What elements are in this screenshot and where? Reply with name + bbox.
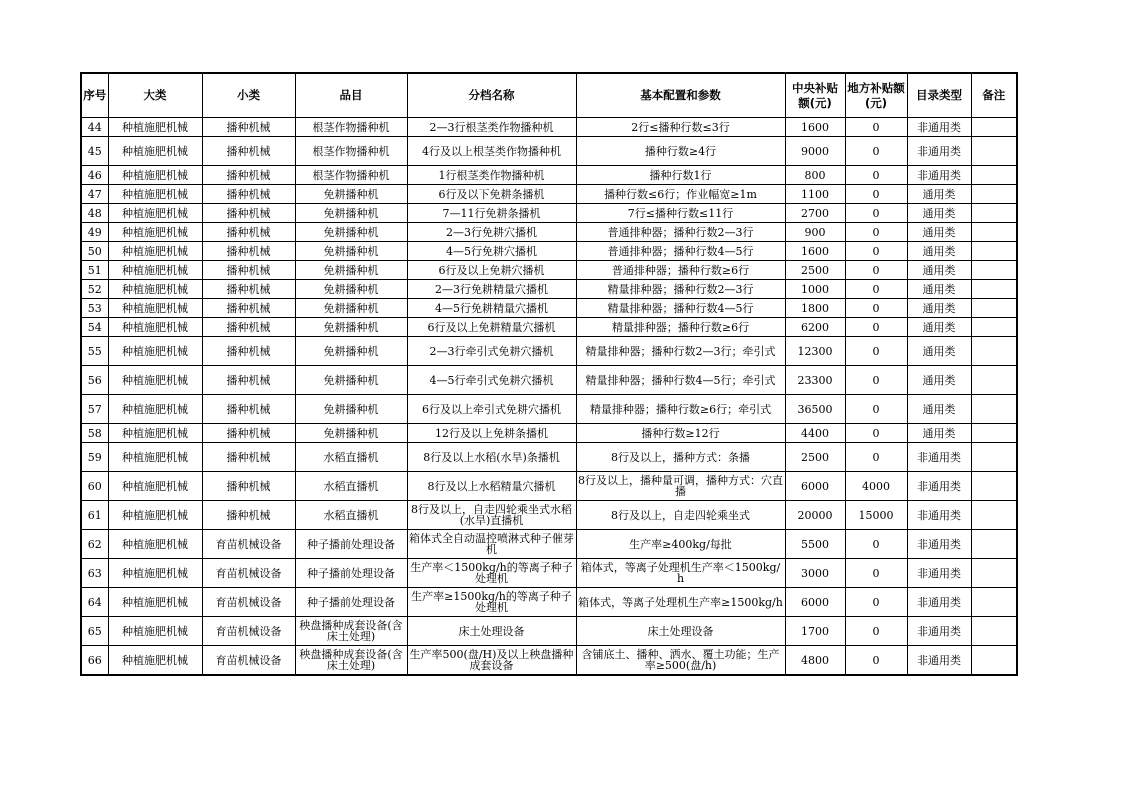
cell-remark (971, 501, 1017, 530)
cell-catalog-type: 通用类 (907, 204, 971, 223)
table-row (81, 280, 1017, 299)
cell-index: 48 (81, 204, 108, 223)
cell-category: 种植施肥机械 (108, 366, 202, 395)
cell-config: 生产率≥400kg/每批 (576, 530, 785, 559)
cell-remark (971, 185, 1017, 204)
cell-subcategory: 播种机械 (202, 118, 295, 137)
cell-local-subsidy: 0 (845, 242, 907, 261)
subsidy-table (80, 72, 1018, 676)
cell-index: 45 (81, 137, 108, 166)
cell-remark (971, 443, 1017, 472)
cell-subcategory: 播种机械 (202, 501, 295, 530)
cell-grade-name: 2—3行免耕精量穴播机 (407, 280, 576, 299)
cell-index: 64 (81, 588, 108, 617)
cell-central-subsidy: 1000 (785, 280, 845, 299)
cell-catalog-type: 通用类 (907, 185, 971, 204)
cell-index: 56 (81, 366, 108, 395)
cell-central-subsidy: 2500 (785, 443, 845, 472)
cell-index: 52 (81, 280, 108, 299)
cell-local-subsidy: 0 (845, 137, 907, 166)
cell-grade-name: 生产率＜1500kg/h的等离子种子处理机 (407, 559, 576, 588)
cell-index: 49 (81, 223, 108, 242)
cell-subcategory: 播种机械 (202, 366, 295, 395)
cell-local-subsidy: 0 (845, 118, 907, 137)
cell-item: 免耕播种机 (295, 318, 407, 337)
cell-category: 种植施肥机械 (108, 501, 202, 530)
cell-category: 种植施肥机械 (108, 280, 202, 299)
cell-remark (971, 261, 1017, 280)
header-grade-name: 分档名称 (407, 73, 576, 118)
cell-grade-name: 4—5行免耕穴播机 (407, 242, 576, 261)
cell-remark (971, 366, 1017, 395)
cell-catalog-type: 非通用类 (907, 472, 971, 501)
cell-item: 种子播前处理设备 (295, 559, 407, 588)
cell-subcategory: 播种机械 (202, 395, 295, 424)
cell-grade-name: 7—11行免耕条播机 (407, 204, 576, 223)
cell-item: 种子播前处理设备 (295, 588, 407, 617)
cell-remark (971, 646, 1017, 676)
cell-item: 免耕播种机 (295, 185, 407, 204)
cell-remark (971, 337, 1017, 366)
cell-local-subsidy: 0 (845, 395, 907, 424)
cell-category: 种植施肥机械 (108, 261, 202, 280)
cell-central-subsidy: 9000 (785, 137, 845, 166)
cell-central-subsidy: 5500 (785, 530, 845, 559)
cell-config: 精量排种器；播种行数4—5行 (576, 299, 785, 318)
table-row (81, 166, 1017, 185)
cell-item: 种子播前处理设备 (295, 530, 407, 559)
cell-catalog-type: 通用类 (907, 299, 971, 318)
cell-grade-name: 6行及以下免耕条播机 (407, 185, 576, 204)
cell-local-subsidy: 0 (845, 166, 907, 185)
cell-central-subsidy: 12300 (785, 337, 845, 366)
cell-config: 7行≤播种行数≤11行 (576, 204, 785, 223)
cell-remark (971, 166, 1017, 185)
cell-remark (971, 299, 1017, 318)
cell-catalog-type: 通用类 (907, 223, 971, 242)
table-row (81, 318, 1017, 337)
cell-central-subsidy: 4800 (785, 646, 845, 676)
cell-index: 51 (81, 261, 108, 280)
cell-subcategory: 育苗机械设备 (202, 559, 295, 588)
cell-grade-name: 8行及以上水稻精量穴播机 (407, 472, 576, 501)
cell-central-subsidy: 23300 (785, 366, 845, 395)
cell-central-subsidy: 2500 (785, 261, 845, 280)
cell-grade-name: 4—5行牵引式免耕穴播机 (407, 366, 576, 395)
cell-item: 免耕播种机 (295, 337, 407, 366)
cell-grade-name: 12行及以上免耕条播机 (407, 424, 576, 443)
cell-local-subsidy: 0 (845, 185, 907, 204)
cell-category: 种植施肥机械 (108, 646, 202, 676)
cell-item: 水稻直播机 (295, 443, 407, 472)
cell-item: 根茎作物播种机 (295, 118, 407, 137)
cell-category: 种植施肥机械 (108, 395, 202, 424)
table-row (81, 472, 1017, 501)
cell-remark (971, 223, 1017, 242)
cell-index: 61 (81, 501, 108, 530)
cell-subcategory: 播种机械 (202, 318, 295, 337)
cell-central-subsidy: 6200 (785, 318, 845, 337)
cell-config: 含铺底土、播种、洒水、覆土功能；生产率≥500(盘/h) (576, 646, 785, 676)
cell-catalog-type: 通用类 (907, 424, 971, 443)
cell-config: 播种行数≥4行 (576, 137, 785, 166)
table-row (81, 185, 1017, 204)
cell-index: 57 (81, 395, 108, 424)
header-central-subsidy: 中央补贴额(元) (785, 73, 845, 118)
cell-catalog-type: 通用类 (907, 366, 971, 395)
cell-index: 63 (81, 559, 108, 588)
cell-remark (971, 242, 1017, 261)
cell-grade-name: 床土处理设备 (407, 617, 576, 646)
cell-catalog-type: 非通用类 (907, 166, 971, 185)
cell-category: 种植施肥机械 (108, 530, 202, 559)
cell-local-subsidy: 0 (845, 530, 907, 559)
cell-catalog-type: 非通用类 (907, 443, 971, 472)
cell-local-subsidy: 0 (845, 443, 907, 472)
cell-remark (971, 559, 1017, 588)
cell-central-subsidy: 800 (785, 166, 845, 185)
cell-item: 免耕播种机 (295, 204, 407, 223)
cell-category: 种植施肥机械 (108, 318, 202, 337)
cell-item: 根茎作物播种机 (295, 166, 407, 185)
cell-grade-name: 2—3行根茎类作物播种机 (407, 118, 576, 137)
cell-central-subsidy: 3000 (785, 559, 845, 588)
cell-index: 44 (81, 118, 108, 137)
cell-catalog-type: 通用类 (907, 395, 971, 424)
cell-index: 66 (81, 646, 108, 676)
header-item: 品目 (295, 73, 407, 118)
cell-category: 种植施肥机械 (108, 118, 202, 137)
cell-central-subsidy: 20000 (785, 501, 845, 530)
cell-local-subsidy: 0 (845, 617, 907, 646)
cell-catalog-type: 非通用类 (907, 118, 971, 137)
cell-remark (971, 318, 1017, 337)
cell-subcategory: 播种机械 (202, 424, 295, 443)
cell-local-subsidy: 0 (845, 646, 907, 676)
cell-local-subsidy: 0 (845, 588, 907, 617)
cell-item: 免耕播种机 (295, 366, 407, 395)
header-remark: 备注 (971, 73, 1017, 118)
cell-subcategory: 播种机械 (202, 472, 295, 501)
table-row (81, 530, 1017, 559)
cell-local-subsidy: 0 (845, 337, 907, 366)
cell-config: 播种行数1行 (576, 166, 785, 185)
cell-grade-name: 6行及以上免耕精量穴播机 (407, 318, 576, 337)
cell-grade-name: 4—5行免耕精量穴播机 (407, 299, 576, 318)
cell-catalog-type: 非通用类 (907, 617, 971, 646)
cell-catalog-type: 通用类 (907, 242, 971, 261)
cell-category: 种植施肥机械 (108, 472, 202, 501)
cell-config: 8行及以上，播种方式：条播 (576, 443, 785, 472)
cell-item: 免耕播种机 (295, 395, 407, 424)
cell-subcategory: 播种机械 (202, 280, 295, 299)
cell-config: 精量排种器；播种行数≥6行；牵引式 (576, 395, 785, 424)
header-catalog-type: 目录类型 (907, 73, 971, 118)
cell-index: 59 (81, 443, 108, 472)
cell-remark (971, 118, 1017, 137)
cell-item: 免耕播种机 (295, 261, 407, 280)
cell-category: 种植施肥机械 (108, 185, 202, 204)
cell-index: 50 (81, 242, 108, 261)
cell-config: 箱体式，等离子处理机生产率≥1500kg/h (576, 588, 785, 617)
header-subcategory: 小类 (202, 73, 295, 118)
cell-grade-name: 6行及以上免耕穴播机 (407, 261, 576, 280)
cell-index: 47 (81, 185, 108, 204)
cell-category: 种植施肥机械 (108, 617, 202, 646)
cell-category: 种植施肥机械 (108, 223, 202, 242)
cell-subcategory: 播种机械 (202, 185, 295, 204)
table-row (81, 242, 1017, 261)
table-row (81, 118, 1017, 137)
cell-category: 种植施肥机械 (108, 443, 202, 472)
cell-category: 种植施肥机械 (108, 204, 202, 223)
table-row (81, 299, 1017, 318)
cell-catalog-type: 非通用类 (907, 530, 971, 559)
cell-central-subsidy: 1100 (785, 185, 845, 204)
cell-central-subsidy: 36500 (785, 395, 845, 424)
cell-remark (971, 137, 1017, 166)
cell-config: 2行≤播种行数≤3行 (576, 118, 785, 137)
cell-category: 种植施肥机械 (108, 299, 202, 318)
cell-index: 46 (81, 166, 108, 185)
cell-central-subsidy: 4400 (785, 424, 845, 443)
table-row (81, 617, 1017, 646)
cell-central-subsidy: 6000 (785, 472, 845, 501)
cell-local-subsidy: 15000 (845, 501, 907, 530)
table-row (81, 223, 1017, 242)
cell-central-subsidy: 1600 (785, 242, 845, 261)
cell-item: 免耕播种机 (295, 424, 407, 443)
cell-item: 免耕播种机 (295, 280, 407, 299)
cell-central-subsidy: 900 (785, 223, 845, 242)
cell-config: 箱体式，等离子处理机生产率＜1500kg/h (576, 559, 785, 588)
cell-subcategory: 播种机械 (202, 443, 295, 472)
cell-remark (971, 472, 1017, 501)
cell-remark (971, 530, 1017, 559)
cell-catalog-type: 通用类 (907, 318, 971, 337)
cell-config: 精量排种器；播种行数≥6行 (576, 318, 785, 337)
cell-catalog-type: 非通用类 (907, 559, 971, 588)
cell-subcategory: 育苗机械设备 (202, 646, 295, 676)
cell-catalog-type: 非通用类 (907, 137, 971, 166)
cell-local-subsidy: 0 (845, 223, 907, 242)
cell-grade-name: 8行及以上水稻(水旱)条播机 (407, 443, 576, 472)
cell-category: 种植施肥机械 (108, 242, 202, 261)
cell-catalog-type: 通用类 (907, 280, 971, 299)
cell-config: 精量排种器；播种行数4—5行；牵引式 (576, 366, 785, 395)
cell-subcategory: 播种机械 (202, 337, 295, 366)
cell-index: 58 (81, 424, 108, 443)
cell-grade-name: 2—3行牵引式免耕穴播机 (407, 337, 576, 366)
cell-grade-name: 6行及以上牵引式免耕穴播机 (407, 395, 576, 424)
header-row (81, 73, 1017, 118)
cell-config: 精量排种器；播种行数2—3行；牵引式 (576, 337, 785, 366)
cell-config: 普通排种器；播种行数≥6行 (576, 261, 785, 280)
cell-item: 水稻直播机 (295, 501, 407, 530)
cell-grade-name: 8行及以上，自走四轮乘坐式水稻(水旱)直播机 (407, 501, 576, 530)
cell-subcategory: 播种机械 (202, 137, 295, 166)
table-row (81, 443, 1017, 472)
cell-item: 秧盘播种成套设备(含床土处理) (295, 646, 407, 676)
cell-local-subsidy: 0 (845, 299, 907, 318)
cell-category: 种植施肥机械 (108, 337, 202, 366)
table-row (81, 395, 1017, 424)
cell-category: 种植施肥机械 (108, 424, 202, 443)
cell-config: 床土处理设备 (576, 617, 785, 646)
cell-subcategory: 育苗机械设备 (202, 588, 295, 617)
cell-config: 普通排种器；播种行数4—5行 (576, 242, 785, 261)
cell-catalog-type: 非通用类 (907, 588, 971, 617)
cell-central-subsidy: 1700 (785, 617, 845, 646)
cell-local-subsidy: 0 (845, 559, 907, 588)
cell-item: 秧盘播种成套设备(含床土处理) (295, 617, 407, 646)
cell-grade-name: 4行及以上根茎类作物播种机 (407, 137, 576, 166)
cell-remark (971, 280, 1017, 299)
cell-remark (971, 424, 1017, 443)
table-row (81, 261, 1017, 280)
cell-local-subsidy: 0 (845, 261, 907, 280)
table-row (81, 337, 1017, 366)
cell-central-subsidy: 1600 (785, 118, 845, 137)
header-local-subsidy: 地方补贴额(元) (845, 73, 907, 118)
cell-subcategory: 播种机械 (202, 299, 295, 318)
cell-central-subsidy: 1800 (785, 299, 845, 318)
cell-item: 根茎作物播种机 (295, 137, 407, 166)
cell-catalog-type: 通用类 (907, 337, 971, 366)
cell-catalog-type: 非通用类 (907, 501, 971, 530)
table-row (81, 646, 1017, 676)
cell-remark (971, 617, 1017, 646)
cell-index: 55 (81, 337, 108, 366)
cell-local-subsidy: 0 (845, 280, 907, 299)
cell-central-subsidy: 6000 (785, 588, 845, 617)
cell-local-subsidy: 0 (845, 366, 907, 395)
cell-remark (971, 204, 1017, 223)
cell-item: 免耕播种机 (295, 299, 407, 318)
table-row (81, 559, 1017, 588)
cell-category: 种植施肥机械 (108, 588, 202, 617)
cell-remark (971, 395, 1017, 424)
cell-subcategory: 育苗机械设备 (202, 617, 295, 646)
table-row (81, 501, 1017, 530)
cell-grade-name: 2—3行免耕穴播机 (407, 223, 576, 242)
table-row (81, 424, 1017, 443)
header-index: 序号 (81, 73, 108, 118)
cell-category: 种植施肥机械 (108, 559, 202, 588)
cell-subcategory: 播种机械 (202, 204, 295, 223)
cell-category: 种植施肥机械 (108, 166, 202, 185)
cell-index: 53 (81, 299, 108, 318)
cell-local-subsidy: 0 (845, 318, 907, 337)
cell-local-subsidy: 0 (845, 204, 907, 223)
cell-remark (971, 588, 1017, 617)
cell-index: 62 (81, 530, 108, 559)
cell-subcategory: 播种机械 (202, 166, 295, 185)
cell-subcategory: 育苗机械设备 (202, 530, 295, 559)
cell-grade-name: 生产率≥1500kg/h的等离子种子处理机 (407, 588, 576, 617)
table-row (81, 204, 1017, 223)
cell-local-subsidy: 4000 (845, 472, 907, 501)
cell-item: 免耕播种机 (295, 242, 407, 261)
cell-config: 精量排种器；播种行数2—3行 (576, 280, 785, 299)
cell-config: 播种行数≥12行 (576, 424, 785, 443)
cell-grade-name: 1行根茎类作物播种机 (407, 166, 576, 185)
table-row (81, 137, 1017, 166)
cell-catalog-type: 通用类 (907, 261, 971, 280)
cell-item: 水稻直播机 (295, 472, 407, 501)
table-row (81, 366, 1017, 395)
cell-config: 普通排种器；播种行数2—3行 (576, 223, 785, 242)
cell-local-subsidy: 0 (845, 424, 907, 443)
cell-subcategory: 播种机械 (202, 242, 295, 261)
cell-grade-name: 箱体式全自动温控喷淋式种子催芽机 (407, 530, 576, 559)
cell-category: 种植施肥机械 (108, 137, 202, 166)
cell-config: 8行及以上，自走四轮乘坐式 (576, 501, 785, 530)
header-category: 大类 (108, 73, 202, 118)
cell-grade-name: 生产率500(盘/H)及以上秧盘播种成套设备 (407, 646, 576, 676)
cell-config: 播种行数≤6行；作业幅宽≥1m (576, 185, 785, 204)
cell-index: 65 (81, 617, 108, 646)
cell-subcategory: 播种机械 (202, 223, 295, 242)
cell-item: 免耕播种机 (295, 223, 407, 242)
cell-index: 54 (81, 318, 108, 337)
cell-index: 60 (81, 472, 108, 501)
cell-central-subsidy: 2700 (785, 204, 845, 223)
table-row (81, 588, 1017, 617)
cell-subcategory: 播种机械 (202, 261, 295, 280)
cell-config: 8行及以上，播种量可调，播种方式：穴直播 (576, 472, 785, 501)
header-config: 基本配置和参数 (576, 73, 785, 118)
cell-catalog-type: 非通用类 (907, 646, 971, 676)
